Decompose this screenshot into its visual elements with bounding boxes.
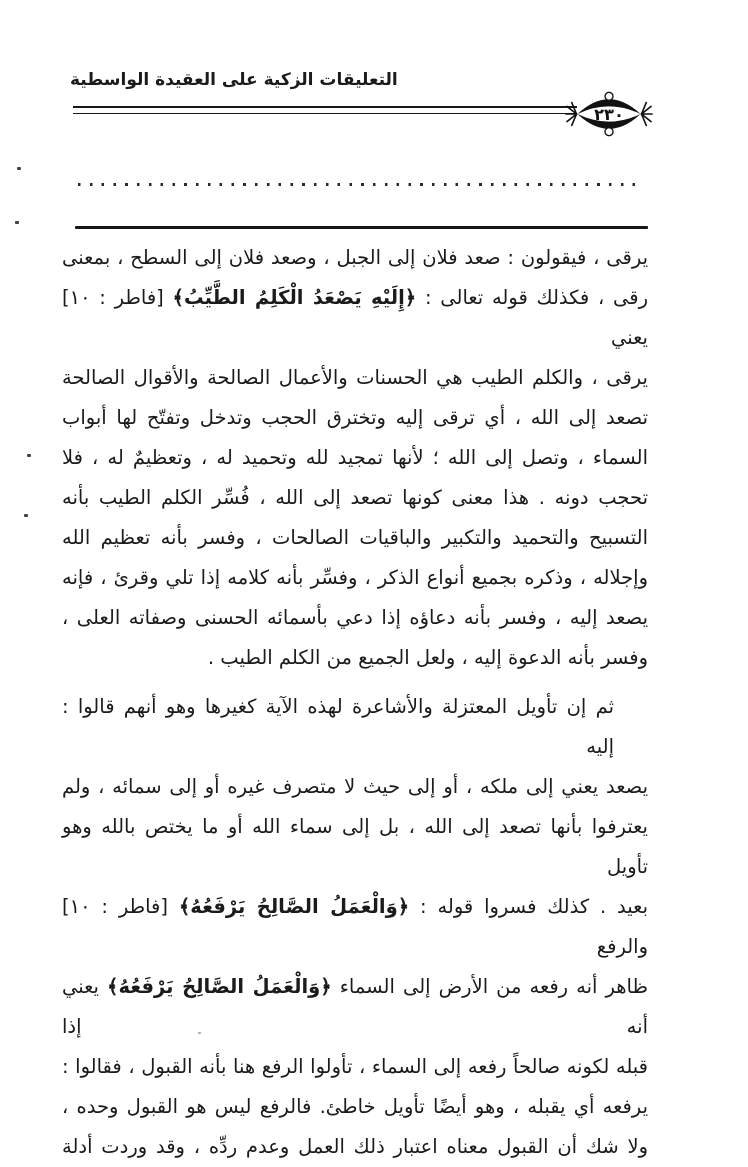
body-text-segment: يرقى ، فيقولون : صعد فلان إلى الجبل ، وصعد فلان إلى السطح ، بمعنى: [62, 246, 648, 269]
text-line: [62, 967, 648, 1047]
text-line: [62, 638, 648, 678]
text-line: [62, 478, 648, 518]
ornament-bottom-dot: [605, 128, 613, 136]
body-text-segment: يرقى ، والكلم الطيب هي الحسنات والأعمال الصالحة والأقوال الصالحة: [62, 366, 648, 389]
text-line: [62, 687, 648, 767]
quran-verse: ﴿وَالْعَمَلُ الصَّالِحُ يَرْفَعُهُ﴾: [107, 975, 332, 998]
body-text-segment: يعني أنه إذا: [62, 975, 648, 1038]
text-line: [62, 598, 648, 638]
body-text-segment: [فاطر : ١٠] والرفع: [62, 895, 648, 958]
text-line: [62, 518, 648, 558]
text-line: [62, 438, 648, 478]
body-text-segment: يعترفوا بأنها تصعد إلى الله ، بل إلى سماء الله أو ما يختص بالله وهو تأويل: [62, 815, 648, 878]
ornament-top-dot: [605, 92, 613, 100]
body-text-segment: رقى ، فكذلك قوله تعالى :: [416, 286, 648, 309]
text-line: [62, 767, 648, 807]
ornament-left-fleuron: [566, 103, 577, 126]
ornament-right-fleuron: [641, 103, 652, 126]
page-number-ornament: [566, 87, 652, 141]
text-line: [62, 398, 648, 438]
quran-verse: ﴿إِلَيْهِ يَصْعَدُ الْكَلِمُ الطَّيِّبُ﴾: [172, 286, 417, 309]
text-line: [62, 358, 648, 398]
page-number: ٢٣٠: [594, 105, 624, 125]
ellipsis-dots: [78, 183, 636, 186]
text-line: [62, 1047, 648, 1087]
body-text-segment: تحجب دونه . هذا معنى كونها تصعد إلى الله ، فُسِّر الكلم الطيب بأنه: [62, 486, 648, 509]
scan-speck: [24, 514, 28, 517]
text-line: [62, 238, 648, 278]
scan-speck: [27, 454, 31, 457]
quran-verse: ﴿وَالْعَمَلُ الصَّالِحُ يَرْفَعُهُ﴾: [178, 895, 410, 918]
body-text-segment: ظاهر أنه رفعه من الأرض إلى السماء: [331, 975, 648, 998]
body-text-segment: التسبيح والتحميد والتكبير والباقيات الصالحات ، وفسر بأنه تعظيم الله: [62, 526, 648, 549]
body-text-segment: تصعد إلى الله ، أي ترقى إليه وتخترق الحجب وتدخل وتفتّح لها أبواب: [62, 406, 648, 429]
running-title: التعليقات الزكية على العقيدة الواسطية: [70, 70, 398, 90]
body-text-segment: يصعد إليه ، وفسر بأنه دعاؤه إذا دعي بأسمائه الحسنى وصفاته العلى ،: [62, 606, 648, 629]
body-text-segment: السماء ، وتصل إلى الله ؛ لأنها تمجيد لله وتحميد له ، وتعظيمٌ له ، فلا: [62, 446, 648, 469]
body-text-segment: وفسر بأنه الدعوة إليه ، ولعل الجميع من الكلم الطيب .: [207, 646, 648, 669]
scan-speck: [15, 221, 19, 224]
body-text-segment: [فاطر : ١٠] يعني: [62, 286, 648, 349]
body-text: [62, 238, 648, 1167]
body-text-segment: ثم إن تأويل المعتزلة والأشاعرة لهذه الآية كغيرها وهو أنهم قالوا : إليه: [62, 695, 614, 758]
paragraph: [62, 238, 648, 678]
body-text-segment: يصعد يعني إلى ملكه ، أو إلى حيث لا متصرف غيره أو إلى سمائه ، ولم: [62, 775, 648, 798]
body-text-segment: بعيد . كذلك فسروا قوله :: [409, 895, 648, 918]
scan-speck: [17, 167, 21, 170]
body-text-segment: وإجلاله ، وذكره بجميع أنواع الذكر ، وفسِّر بأنه كلامه إذا تلي وقرئ ، فإنه: [62, 566, 648, 589]
text-line: [62, 887, 648, 967]
body-text-segment: ولا شك أن القبول معناه اعتبار ذلك العمل وعدم ردِّه ، وقد وردت أدلة: [62, 1135, 648, 1158]
text-line: [62, 558, 648, 598]
scan-speck: [198, 1032, 201, 1034]
header-rule: [73, 106, 577, 114]
text-line: [62, 1127, 648, 1167]
section-divider: [75, 226, 648, 229]
body-text-segment: يرفعه أي يقبله ، وهو أيضًا تأويل خاطئ. فالرفع ليس هو القبول وحده ،: [62, 1095, 648, 1118]
text-line: [62, 278, 648, 358]
paragraph: [62, 687, 648, 1167]
text-line: [62, 807, 648, 887]
body-text-segment: قبله لكونه صالحاً رفعه إلى السماء ، تأولوا الرفع هنا بأنه القبول ، فقالوا :: [62, 1055, 648, 1078]
text-line: [62, 1087, 648, 1127]
